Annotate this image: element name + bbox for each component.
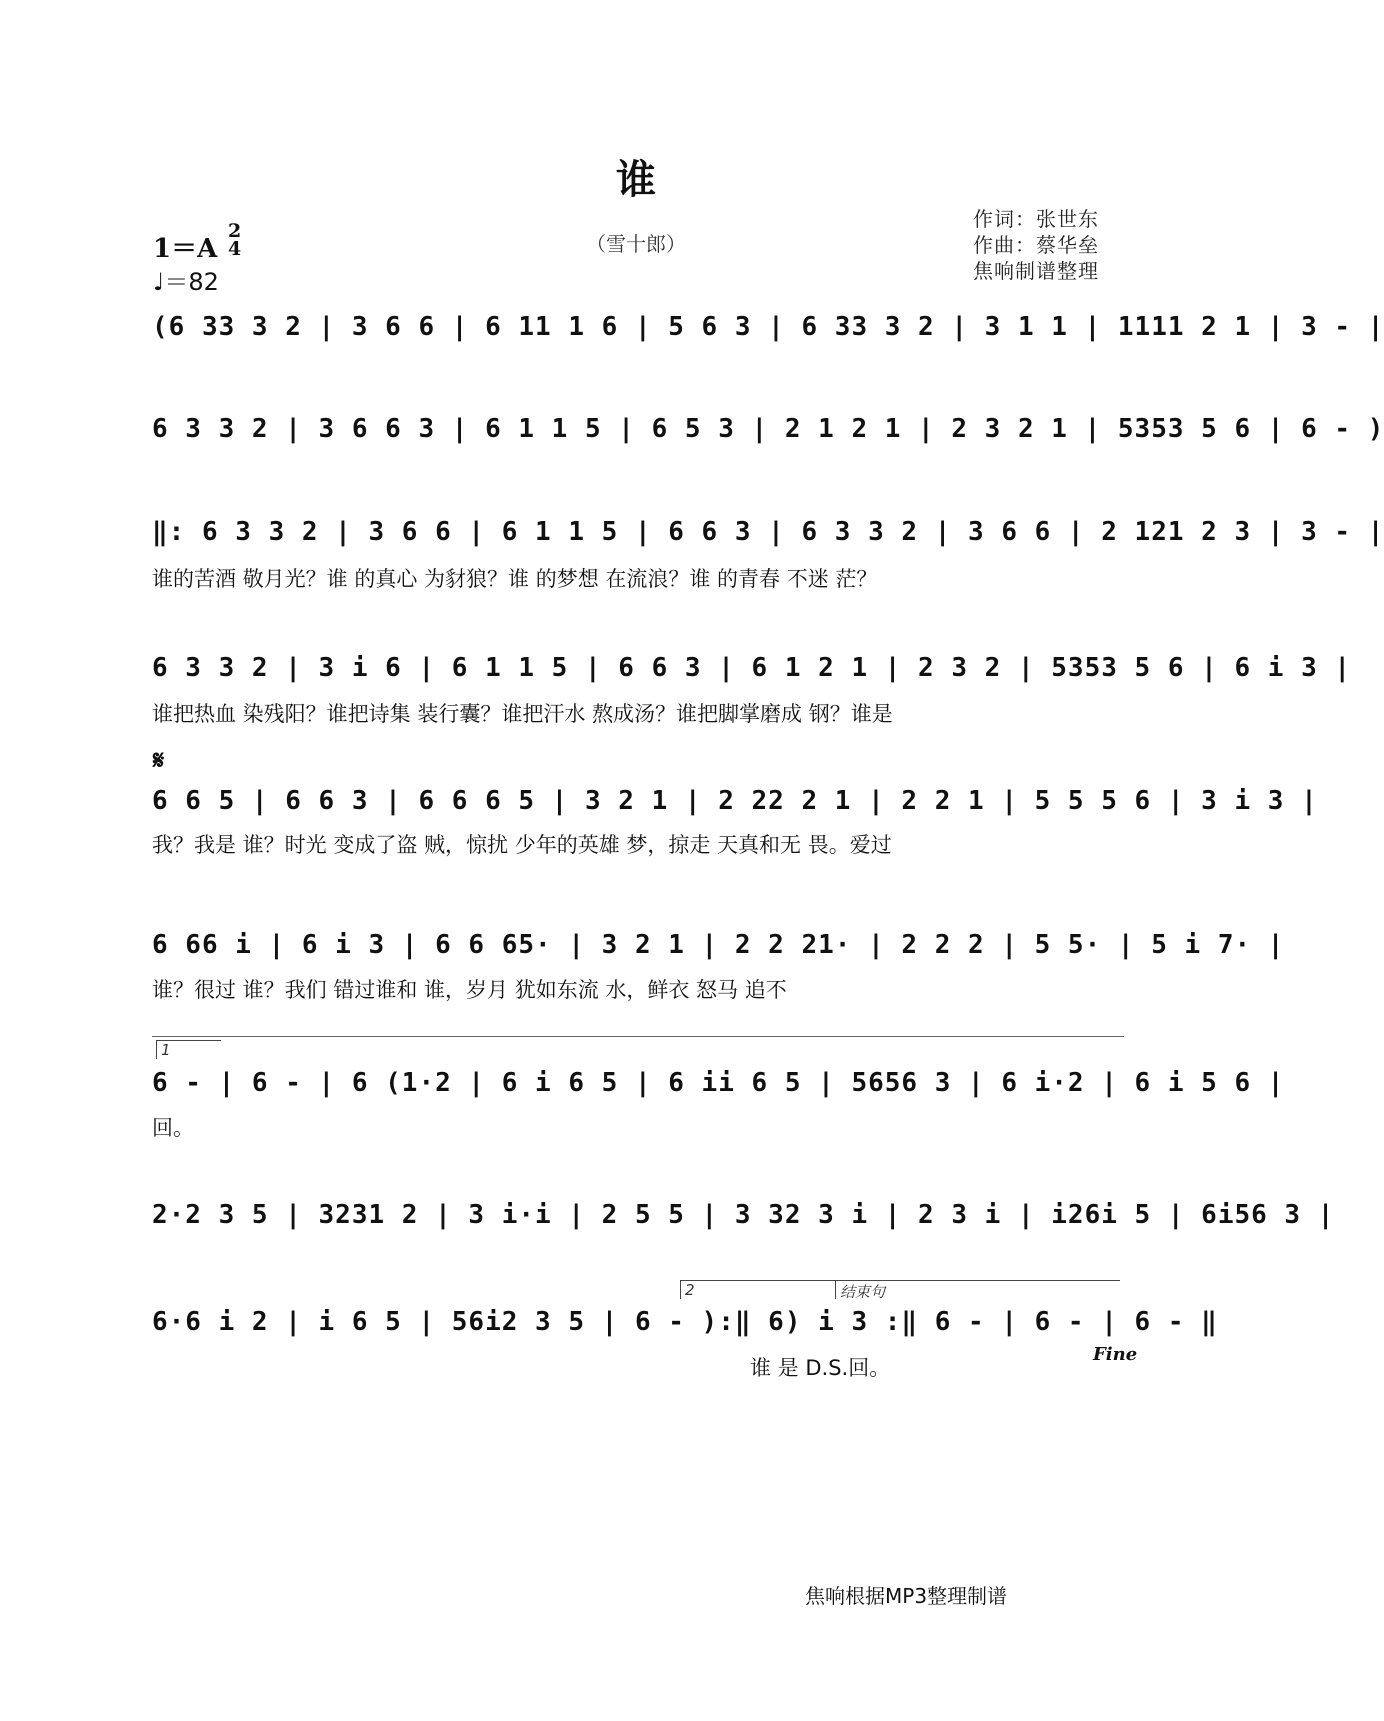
lyrics-line-6: 谁？很过 谁？我们 错过谁和 谁，岁月 犹如东流 水，鲜衣 怒马 追不 (152, 978, 787, 1002)
fine-marking: Fine (1093, 1344, 1138, 1365)
time-signature-top: 2 (228, 220, 242, 242)
score-row-2 (152, 414, 1384, 474)
segno-sign: 𝄋 (153, 746, 165, 776)
notes-line-1: (6 33 3 2 | 3 6 6 | 6 11 1 6 | 5 6 3 | 6 33 3 2 | 3 1 1 | 1111 2 1 | 3 - | (152, 312, 1384, 342)
notes-line-6: 6 66 i | 6 i 3 | 6 6 65· | 3 2 1 | 2 2 21· | 2 2 2 | 5 5· | 5 i 7· | (152, 930, 1285, 960)
notes-line-5: 6 6 5 | 6 6 3 | 6 6 6 5 | 3 2 1 | 2 22 2 1 | 2 2 1 | 5 5 5 6 | 3 i 3 | (152, 786, 1318, 816)
first-ending-bracket: 1 (156, 1040, 221, 1059)
coda-bracket: 结束句 (835, 1280, 1120, 1299)
song-title: 谁 (616, 156, 656, 203)
notes-line-7: 6 - | 6 - | 6 (1·2 | 6 i 6 5 | 6 ii 6 5 | 5656 3 | 6 i·2 | 6 i 5 6 | (152, 1068, 1285, 1098)
lyrics-line-7: 回。 (152, 1116, 194, 1140)
volta-bracket-line (152, 1036, 1124, 1037)
composer-credit: 作曲：蔡华垒 (973, 233, 1099, 257)
footer-note: 焦响根据MP3整理制谱 (805, 1584, 1008, 1608)
notes-line-8: 2·2 3 5 | 3231 2 | 3 i·i | 2 5 5 | 3 32 3 i | 2 3 i | i26i 5 | 6i56 3 | (152, 1200, 1335, 1230)
lyrics-line-3: 谁的苦酒 敬月光？谁 的真心 为豺狼？谁 的梦想 在流浪？谁 的青春 不迷 茫？ (152, 567, 878, 591)
notes-line-2: 6 3 3 2 | 3 6 6 3 | 6 1 1 5 | 6 5 3 | 2 1 2 1 | 2 3 2 1 | 5353 5 6 | 6 - ) (152, 414, 1384, 444)
second-ending-bracket: 2 (680, 1280, 835, 1299)
notes-line-3: ‖: 6 3 3 2 | 3 6 6 | 6 1 1 5 | 6 6 3 | 6 3 3 2 | 3 6 6 | 2 121 2 3 | 3 - | (152, 517, 1384, 547)
lyricist-credit: 作词：张世东 (973, 207, 1099, 231)
singer-credit: （雪十郎） (586, 232, 686, 256)
score-row-1 (152, 312, 1384, 372)
lyrics-line-9: 谁 是 D.S.回。 (750, 1356, 891, 1380)
tempo-marking: ♩＝82 (153, 268, 219, 296)
key-signature: 1＝A (153, 234, 218, 264)
score-row-8 (152, 1200, 1335, 1260)
arranger-credit: 焦响制谱整理 (973, 259, 1099, 283)
notes-line-9: 6·6 i 2 | i 6 5 | 56i2 3 5 | 6 - ):‖ 6) i 3 :‖ 6 - | 6 - | 6 - ‖ (152, 1307, 1218, 1337)
lyrics-line-4: 谁把热血 染残阳？谁把诗集 装行囊？谁把汗水 熬成汤？谁把脚掌磨成 钢？谁是 (152, 702, 893, 726)
time-signature (228, 222, 241, 258)
lyrics-line-5: 我？我是 谁？时光 变成了盗 贼，惊扰 少年的英雄 梦，掠走 天真和无 畏。爱过 (152, 833, 892, 857)
notes-line-4: 6 3 3 2 | 3 i 6 | 6 1 1 5 | 6 6 3 | 6 1 2 1 | 2 3 2 | 5353 5 6 | 6 i 3 | (152, 653, 1352, 683)
time-signature-bottom: 4 (228, 238, 242, 260)
